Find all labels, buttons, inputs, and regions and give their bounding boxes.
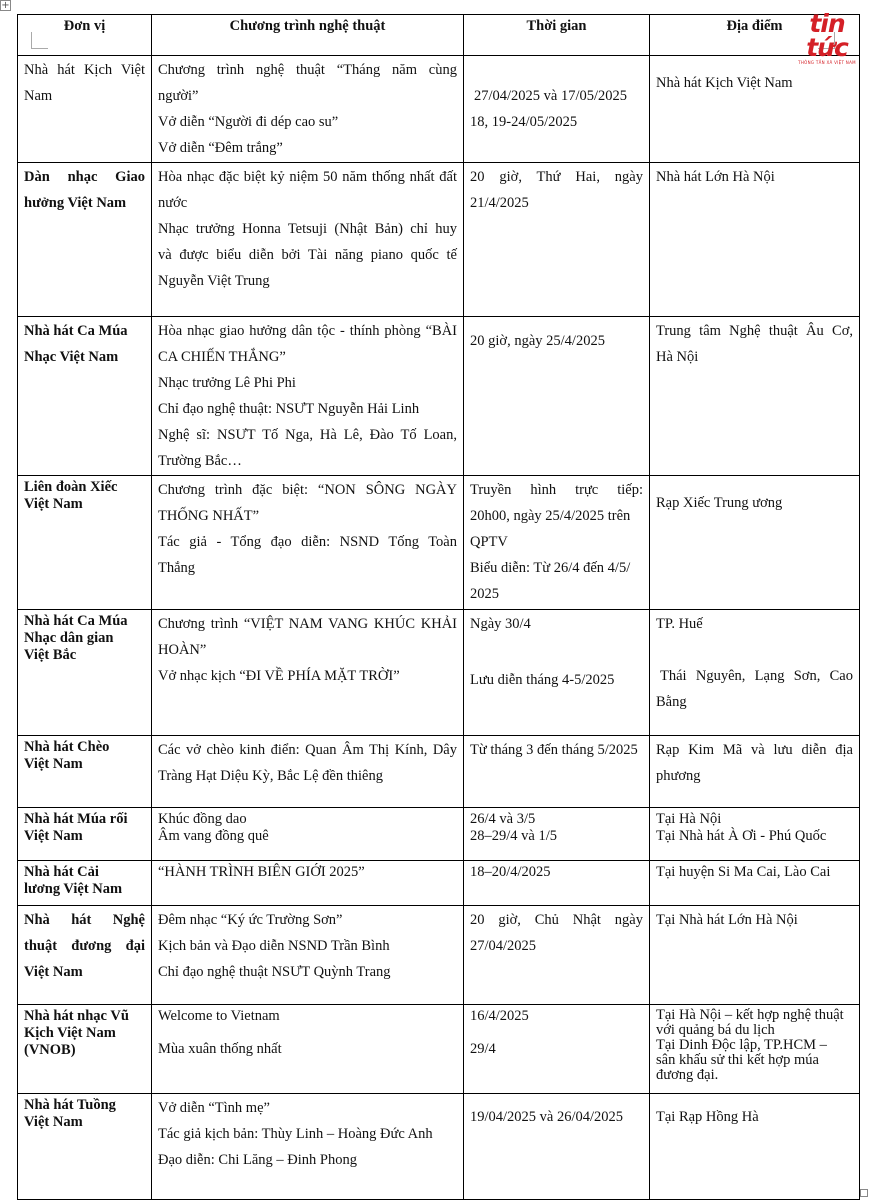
venue-cell: Tại Hà Nội Tại Nhà hát À Ơi - Phú Quốc <box>650 808 860 861</box>
unit-cell: Nhà hát Tuồng Việt Nam <box>18 1094 152 1200</box>
table-row <box>18 861 860 906</box>
program-cell: Khúc đồng dao Âm vang đồng quê <box>152 808 464 861</box>
table-row <box>18 610 860 736</box>
tintuc-logo: tin tức THÔNG TẤN XÃ VIỆT NAM <box>798 9 856 65</box>
venue-cell: Rạp Xiếc Trung ương <box>650 476 860 610</box>
program-cell: Chương trình đặc biệt: “NON SÔNG NGÀY THỐNG NHẤT” Tác giả - Tổng đạo diễn: NSND Tống Toàn Thắng <box>152 476 464 610</box>
venue-cell: Tại huyện Si Ma Cai, Lào Cai <box>650 861 860 906</box>
time-cell: 19/04/2025 và 26/04/2025 <box>464 1094 650 1200</box>
time-cell: 18–20/4/2025 <box>464 861 650 906</box>
table-row <box>18 163 860 317</box>
program-cell: Các vở chèo kinh điển: Quan Âm Thị Kính, Dây Tràng Hạt Diệu Kỳ, Bắc Lệ đền thiêng <box>152 736 464 808</box>
column-header-unit: Đơn vị <box>18 15 152 56</box>
program-cell: Chương trình nghệ thuật “Tháng năm cùng người” Vở diễn “Người đi dép cao su” Vở diễn “Đêm trắng” <box>152 56 464 163</box>
table-row <box>18 808 860 861</box>
column-header-program: Chương trình nghệ thuật <box>152 15 464 56</box>
unit-cell: Nhà hát nhạc Vũ Kịch Việt Nam (VNOB) <box>18 1005 152 1094</box>
program-cell: Welcome to Vietnam Mùa xuân thống nhất <box>152 1005 464 1094</box>
venue-cell: Nhà hát Lớn Hà Nội <box>650 163 860 317</box>
unit-cell: Nhà hát Cải lương Việt Nam <box>18 861 152 906</box>
time-cell: 20 giờ, Chủ Nhật ngày 27/04/2025 <box>464 906 650 1005</box>
time-cell: Truyền hình trực tiếp: 20h00, ngày 25/4/2025 trên QPTV Biểu diễn: Từ 26/4 đến 4/5/ 2025 <box>464 476 650 610</box>
unit-cell: Nhà hát Múa rối Việt Nam <box>18 808 152 861</box>
venue-cell: TP. Huế Thái Nguyên, Lạng Sơn, Cao Bằng <box>650 610 860 736</box>
unit-cell: Nhà hát Ca Múa Nhạc Việt Nam <box>18 317 152 476</box>
program-cell: Hòa nhạc đặc biệt kỷ niệm 50 năm thống nhất đất nước Nhạc trưởng Honna Tetsuji (Nhật Bản) chỉ huy và được biểu diễn bởi Tài năng piano quốc tế Nguyễn Việt Trung <box>152 163 464 317</box>
column-header-time: Thời gian <box>464 15 650 56</box>
unit-cell: Liên đoàn Xiếc Việt Nam <box>18 476 152 610</box>
program-cell: Chương trình “VIỆT NAM VANG KHÚC KHẢI HOÀN” Vở nhạc kịch “ĐI VỀ PHÍA MẶT TRỜI” <box>152 610 464 736</box>
table-resize-handle[interactable] <box>860 1189 868 1197</box>
time-cell: Từ tháng 3 đến tháng 5/2025 <box>464 736 650 808</box>
venue-cell: Tại Hà Nội – kết hợp nghệ thuật với quảng bá du lịch Tại Dinh Độc lập, TP.HCM – sân khấu sử thi kết hợp múa đương đại. <box>650 1005 860 1094</box>
venue-cell: Rạp Kim Mã và lưu diễn địa phương <box>650 736 860 808</box>
table-row <box>18 906 860 1005</box>
table-row <box>18 476 860 610</box>
unit-cell: Nhà hát Chèo Việt Nam <box>18 736 152 808</box>
program-cell: “HÀNH TRÌNH BIÊN GIỚI 2025” <box>152 861 464 906</box>
table-row <box>18 736 860 808</box>
time-cell: 20 giờ, ngày 25/4/2025 <box>464 317 650 476</box>
table-row <box>18 56 860 163</box>
table-row <box>18 1094 860 1200</box>
venue-cell: Tại Rạp Hồng Hà <box>650 1094 860 1200</box>
table-row <box>18 317 860 476</box>
table-move-handle[interactable]: + <box>1 0 10 11</box>
venue-cell: Trung tâm Nghệ thuật Âu Cơ, Hà Nội <box>650 317 860 476</box>
unit-cell: Nhà hát Kịch Việt Nam <box>18 56 152 163</box>
time-cell: 27/04/2025 và 17/05/2025 18, 19-24/05/2025 <box>464 56 650 163</box>
unit-cell: Dàn nhạc Giao hưởng Việt Nam <box>18 163 152 317</box>
venue-cell: Tại Nhà hát Lớn Hà Nội <box>650 906 860 1005</box>
time-cell: Ngày 30/4 Lưu diễn tháng 4-5/2025 <box>464 610 650 736</box>
time-cell: 16/4/2025 29/4 <box>464 1005 650 1094</box>
program-cell: Hòa nhạc giao hưởng dân tộc - thính phòng “BÀI CA CHIẾN THẮNG” Nhạc trưởng Lê Phi Phi Chỉ đạo nghệ thuật: NSƯT Nguyễn Hải Linh Nghệ sĩ: NSƯT Tố Nga, Hà Lê, Đào Tố Loan, Trường Bắc… <box>152 317 464 476</box>
column-header-venue: Địa điểm <box>650 15 860 56</box>
time-cell: 26/4 và 3/5 28–29/4 và 1/5 <box>464 808 650 861</box>
time-cell: 20 giờ, Thứ Hai, ngày 21/4/2025 <box>464 163 650 317</box>
table-header-row <box>18 15 860 56</box>
unit-cell: Nhà hát Ca Múa Nhạc dân gian Việt Bắc <box>18 610 152 736</box>
program-cell: Vở diễn “Tình mẹ” Tác giả kịch bản: Thùy Linh – Hoàng Đức Anh Đạo diễn: Chi Lăng – Đinh Phong <box>152 1094 464 1200</box>
table-row <box>18 1005 860 1094</box>
venue-cell: Nhà hát Kịch Việt Nam <box>650 56 860 163</box>
program-cell: Đêm nhạc “Ký ức Trường Sơn” Kịch bản và Đạo diễn NSND Trần Bình Chỉ đạo nghệ thuật NSƯT Quỳnh Trang <box>152 906 464 1005</box>
unit-cell: Nhà hát Nghệ thuật đương đại Việt Nam <box>18 906 152 1005</box>
schedule-table <box>17 14 860 1200</box>
